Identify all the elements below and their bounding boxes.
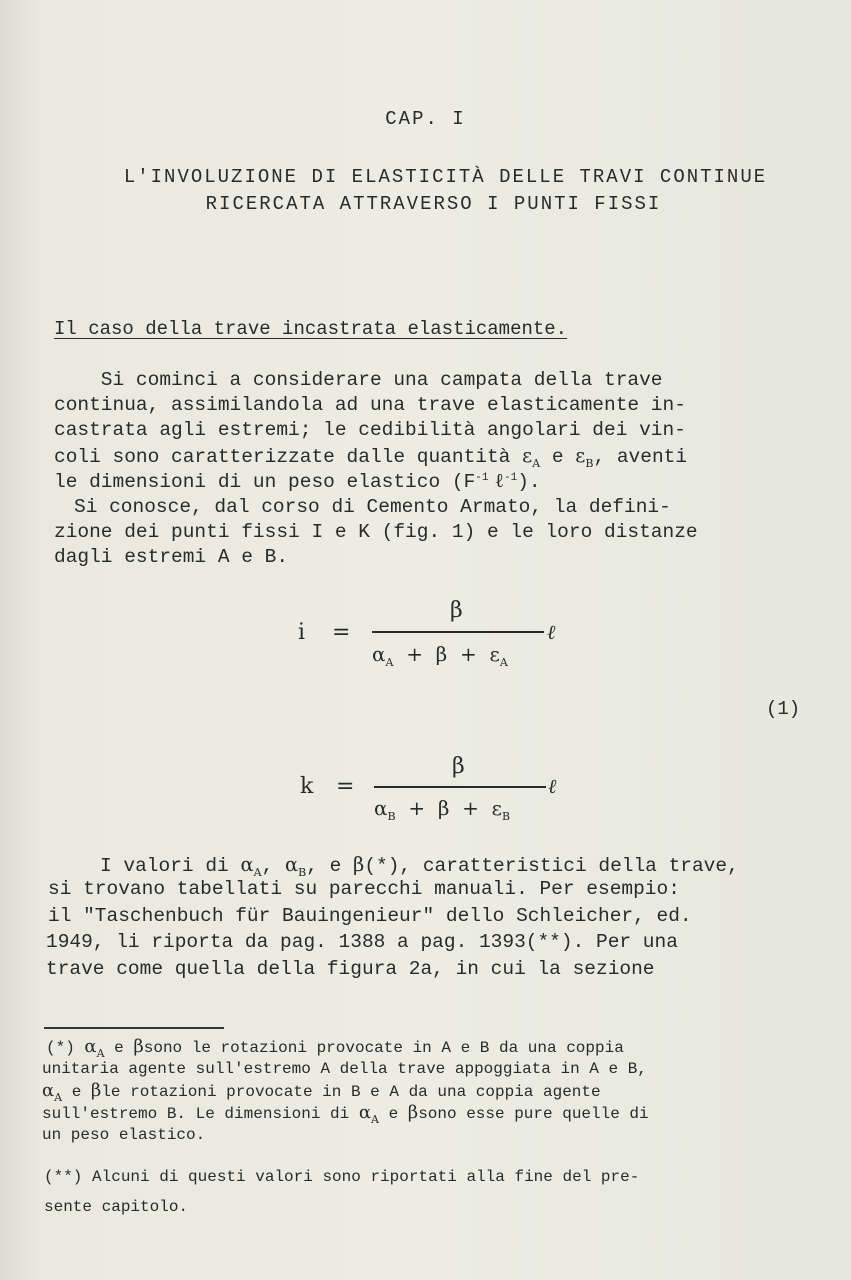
eq-i-lhs: i [298,620,306,645]
para3-line3: il "Taschenbuch für Bauingenieur" dello Schleicher, ed. [48,905,692,927]
epsilon-symbol: ε [575,444,586,467]
footnote1-line3: $\alpha_A$ e βle rotazioni provocate in B e A da una coppia agente [42,1080,601,1104]
eq-i-equals: = [332,620,351,645]
para3-line2: si trovano tabellati su parecchi manuali. Per esempio: [48,878,680,900]
chapter-title-line-2: RICERCATA ATTRAVERSO I PUNTI FISSI [205,193,662,215]
eq-i-fraction-bar [372,631,544,633]
para1-line1: Si cominci a considerare una campata della trave [54,369,663,391]
section-heading: Il caso della trave incastrata elasticamente. [54,318,568,340]
eq-k-fraction-bar [374,786,546,788]
footnote2-line1: (**) Alcuni di questi valori sono riportati alla fine del pre- [44,1168,640,1186]
para1-line4: coli sono caratterizzate dalle quantità $\varepsilon_A$ e $\varepsilon_B$, aventi [54,444,688,470]
para3-line5: trave come quella della figura 2a, in cui la sezione [46,958,655,980]
para3-line1: I valori di $\alpha_A$, $\alpha_B$, e β(*), caratteristici della trave, [100,853,739,879]
para1-line2: continua, assimilandola ad una trave elasticamente in- [54,394,686,416]
footnote2-line2: sente capitolo. [44,1198,189,1216]
para1-line3: castrata agli estremi; le cedibilità angolari dei vin- [54,419,686,441]
para3-line4: 1949, li riporta da pag. 1388 a pag. 1393(**). Per una [46,931,678,953]
eq-k-ell: ℓ [548,774,557,798]
footnote1-line1: (*) $\alpha_A$ e βsono le rotazioni provocate in A e B da una coppia [46,1036,624,1060]
chapter-title-line-1: L'INVOLUZIONE DI ELASTICITÀ DELLE TRAVI CONTINUE [123,166,768,188]
equation-label: (1) [766,698,801,720]
para2-line1: Si conosce, dal corso di Cemento Armato, la defini- [74,496,671,518]
eq-k-equals: = [336,774,355,799]
para1-line5: le dimensioni di un peso elastico ($F^{-1}$ ℓ$^{-1}$). [54,469,541,493]
chapter-number: CAP. I [385,108,466,130]
eq-k-lhs: k [300,774,314,799]
para2-line3: dagli estremi A e B. [54,546,289,568]
para2-line2: zione dei punti fissi I e K (fig. 1) e le loro distanze [54,521,698,543]
epsilon-symbol: ε [522,444,533,467]
eq-k-denominator: $\alpha_B + \beta + \varepsilon_B$ [374,796,511,823]
footnote-divider [44,1027,224,1029]
footnote1-line2: unitaria agente sull'estremo A della trave appoggiata in A e B, [42,1060,647,1078]
eq-i-denominator: $\alpha_A + \beta + \varepsilon_A$ [372,642,508,669]
footnote1-line4: sull'estremo B. Le dimensioni di $\alpha_A$ e βsono esse pure quelle di [42,1102,649,1126]
eq-k-numerator-beta: β [452,754,465,779]
footnote1-line5: un peso elastico. [42,1126,206,1144]
eq-i-ell: ℓ [547,620,556,644]
eq-i-numerator-beta: β [450,598,463,623]
